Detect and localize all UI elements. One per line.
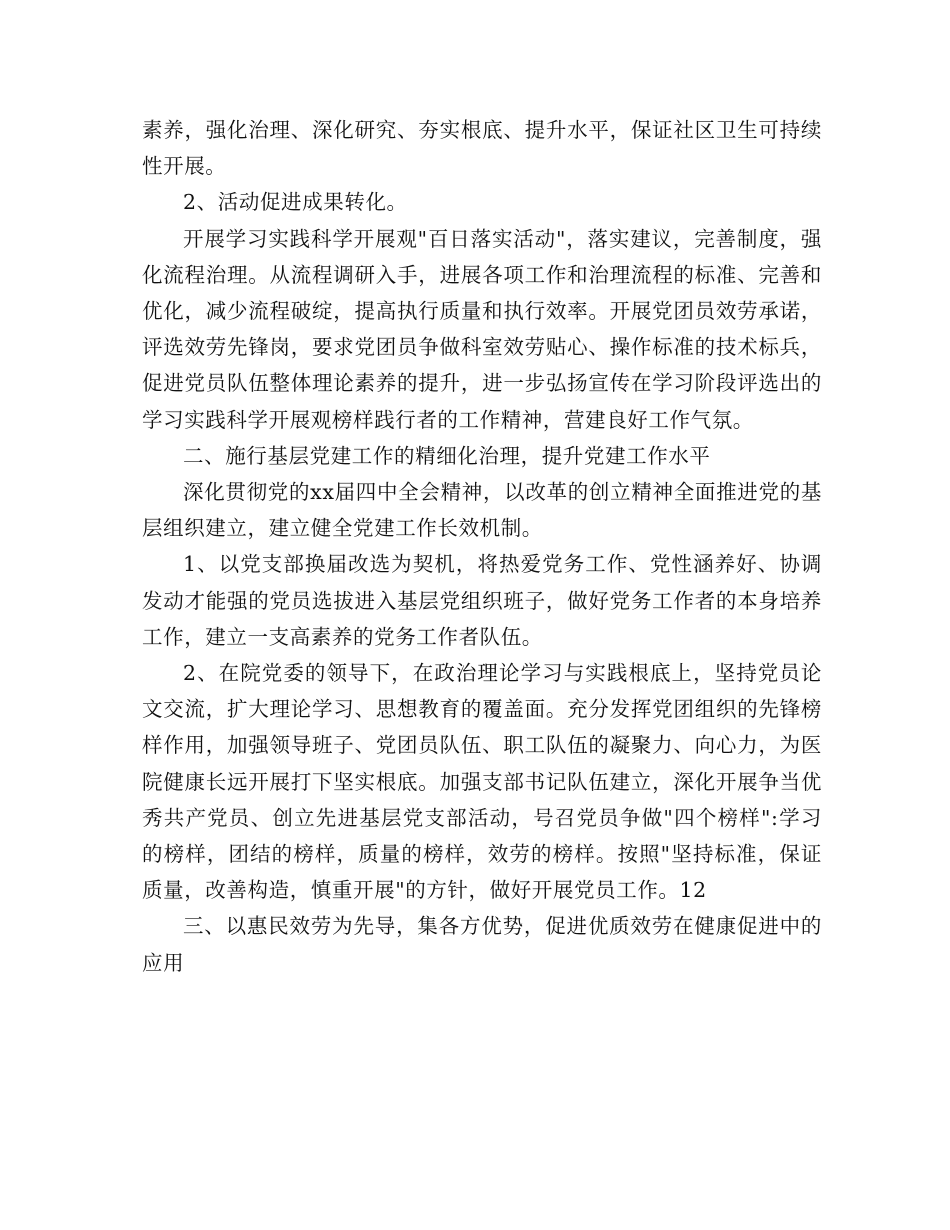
paragraph-7: 2、在院党委的领导下，在政治理论学习与实践根底上，坚持党员论文交流，扩大理论学习、思想教育的覆盖面。充分发挥党团组织的先锋榜样作用，加强领导班子、党团员队伍、职工队伍的凝聚力、向心力，为医院健康长远开展打下坚实根底。加强支部书记队伍建立，深化开展争当优秀共产党员、创立先进基层党支部活动，号召党员争做"四个榜样":学习的榜样，团结的榜样，质量的榜样，效劳的榜样。按照"坚持标准，保证质量，改善构造，慎重开展"的方针，做好开展党员工作。12 [142, 661, 822, 903]
paragraph-1: 素养，强化治理、深化研究、夯实根底、提升水平，保证社区卫生可持续性开展。 [142, 118, 822, 179]
section-heading-2: 二、施行基层党建工作的精细化治理，提升党建工作水平 [183, 443, 711, 468]
section-heading-3: 三、以惠民效劳为先导，集各方优势，促进优质效劳在健康促进中的应用 [142, 914, 822, 975]
paragraph-2: 2、活动促进成果转化。 [183, 190, 408, 215]
paragraph-6: 1、以党支部换届改选为契机，将热爱党务工作、党性涵养好、协调发动才能强的党员选拔进入基层党组织班子，做好党务工作者的本身培养工作，建立一支高素养的党务工作者队伍。 [142, 552, 822, 649]
paragraph-5: 深化贯彻党的xx届四中全会精神，以改革的创立精神全面推进党的基层组织建立，建立健全党建工作长效机制。 [142, 480, 822, 541]
document-body [142, 112, 822, 981]
paragraph-3: 开展学习实践科学开展观"百日落实活动"，落实建议，完善制度，强化流程治理。从流程调研入手，进展各项工作和治理流程的标准、完善和优化，减少流程破绽，提高执行质量和执行效率。开展党团员效劳承诺，评选效劳先锋岗，要求党团员争做科室效劳贴心、操作标准的技术标兵，促进党员队伍整体理论素养的提升，进一步弘扬宣传在学习阶段评选出的学习实践科学开展观榜样践行者的工作精神，营建良好工作气氛。 [142, 226, 822, 432]
